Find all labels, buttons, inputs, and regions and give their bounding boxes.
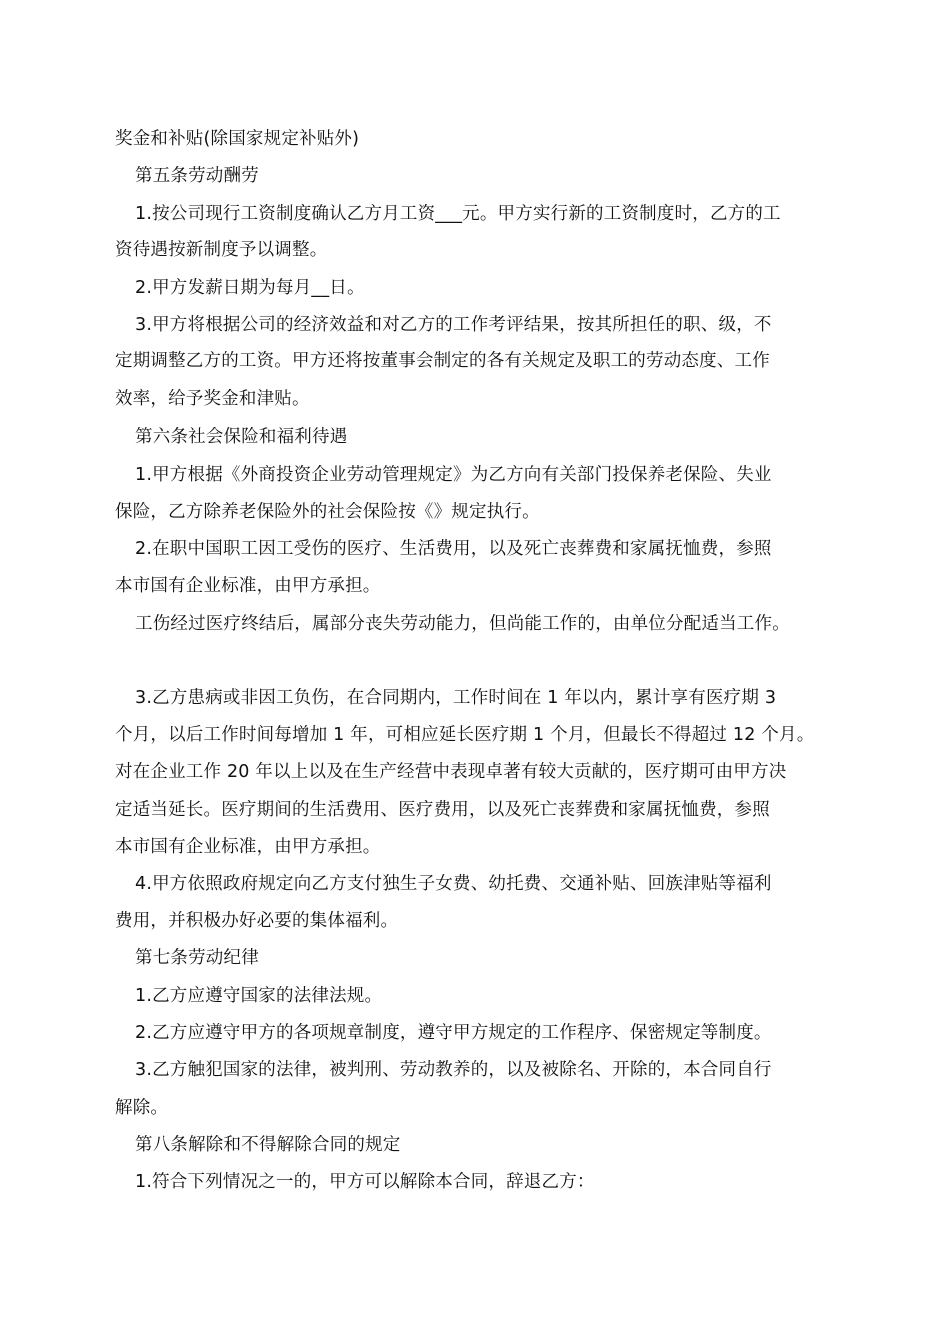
paragraph-line: 对在企业工作 20 年以上以及在生产经营中表现卓著有较大贡献的，医疗期可由甲方决	[115, 762, 787, 782]
paragraph-line: 定适当延长。医疗期间的生活费用、医疗费用，以及死亡丧葬费和家属抚恤费，参照	[115, 800, 770, 820]
paragraph-line: 3.甲方将根据公司的经济效益和对乙方的工作考评结果，按其所担任的职、级，不	[135, 315, 772, 335]
paragraph-line: 本市国有企业标准，由甲方承担。	[115, 837, 381, 857]
paragraph-line: 资待遇按新制度予以调整。	[115, 240, 328, 260]
paragraph-line: 个月，以后工作时间每增加 1 年，可相应延长医疗期 1 个月，但最长不得超过 12 个月。	[115, 725, 815, 745]
paragraph-line: 3.乙方触犯国家的法律，被判刑、劳动教养的，以及被除名、开除的，本合同自行	[135, 1060, 772, 1080]
paragraph-line: 1.按公司现行工资制度确认乙方月工资___元。甲方实行新的工资制度时，乙方的工	[135, 204, 781, 224]
paragraph-line: 1.乙方应遵守国家的法律法规。	[135, 986, 383, 1006]
paragraph-line: 1.甲方根据《外商投资企业劳动管理规定》为乙方向有关部门投保养老保险、失业	[135, 465, 772, 485]
section-heading: 第六条社会保险和福利待遇	[135, 427, 348, 447]
paragraph-line: 本市国有企业标准，由甲方承担。	[115, 576, 381, 596]
paragraph-line: 费用，并积极办好必要的集体福利。	[115, 911, 399, 931]
paragraph-line: 定期调整乙方的工资。甲方还将按董事会制定的各有关规定及职工的劳动态度、工作	[115, 351, 770, 371]
paragraph-line: 2.在职中国职工因工受伤的医疗、生活费用，以及死亡丧葬费和家属抚恤费，参照	[135, 539, 772, 559]
paragraph-line: 1.符合下列情况之一的，甲方可以解除本合同，辞退乙方：	[135, 1172, 595, 1192]
section-heading: 第五条劳动酬劳	[135, 166, 259, 186]
section-heading: 第七条劳动纪律	[135, 948, 259, 968]
paragraph-line: 2.乙方应遵守甲方的各项规章制度，遵守甲方规定的工作程序、保密规定等制度。	[135, 1023, 772, 1043]
paragraph-line: 奖金和补贴(除国家规定补贴外)	[115, 129, 360, 149]
paragraph-line: 3.乙方患病或非因工负伤，在合同期内，工作时间在 1 年以内，累计享有医疗期 3	[135, 688, 777, 708]
paragraph-line: 保险，乙方除养老保险外的社会保险按《》规定执行。	[115, 502, 540, 522]
paragraph-line: 2.甲方发薪日期为每月__日。	[135, 278, 365, 298]
paragraph-line: 解除。	[115, 1098, 169, 1118]
paragraph-line: 工伤经过医疗终结后，属部分丧失劳动能力，但尚能工作的，由单位分配适当工作。	[135, 614, 790, 634]
section-heading: 第八条解除和不得解除合同的规定	[135, 1135, 401, 1155]
paragraph-line: 4.甲方依照政府规定向乙方支付独生子女费、幼托费、交通补贴、回族津贴等福利	[135, 874, 772, 894]
paragraph-line: 效率，给予奖金和津贴。	[115, 389, 310, 409]
